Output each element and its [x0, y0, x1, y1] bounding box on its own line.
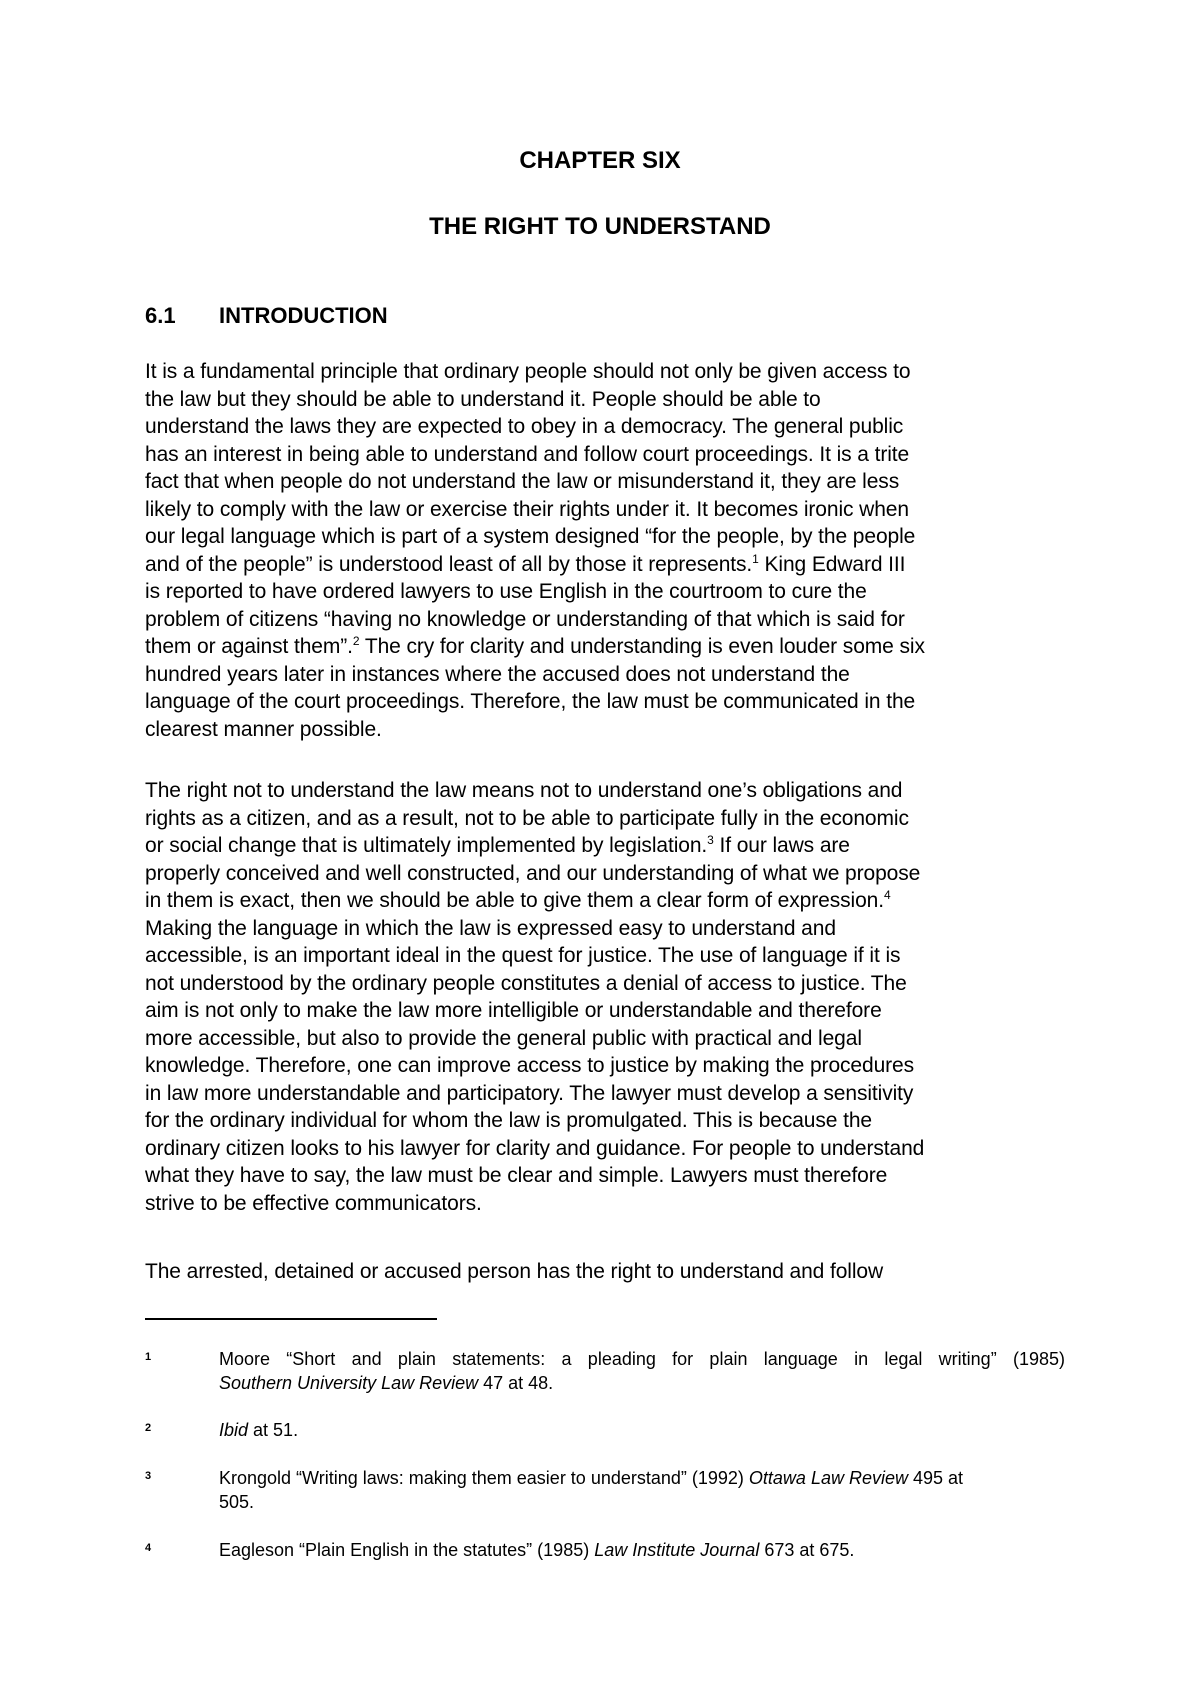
text-line: our legal language which is part of a system designed “for the people, by the people	[145, 525, 916, 548]
text-line: problem of citizens “having no knowledge or understanding of that which is said for	[145, 607, 905, 631]
text-line: more accessible, but also to provide the general public with practical and legal	[145, 1026, 862, 1050]
footnote-line	[219, 1538, 1065, 1562]
section-number: 6.1	[145, 303, 176, 328]
footnote-1	[145, 1347, 1065, 1395]
text-line	[145, 887, 1065, 915]
footnote-cite: 495 at	[908, 1468, 964, 1488]
paragraph-right-not-to-understand	[145, 777, 1065, 1217]
text-line: what they have to say, the law must be clear and simple. Lawyers must therefore	[145, 1164, 888, 1187]
text-line: ordinary citizen looks to his lawyer for clarity and guidance. For people to understand	[145, 1136, 925, 1160]
text-line: knowledge. Therefore, one can improve access to justice by making the procedures	[145, 1054, 915, 1077]
text-line: rights as a citizen, and as a result, not to be able to participate fully in the economic	[145, 806, 909, 830]
footnote-2	[145, 1418, 1065, 1442]
chapter-title: CHAPTER SIX	[519, 147, 681, 174]
chapter-subtitle: THE RIGHT TO UNDERSTAND	[429, 213, 771, 240]
text-line: accessible, is an important ideal in the quest for justice. The use of language if it is	[145, 944, 901, 967]
footnote-number: 3	[145, 1470, 152, 1482]
section-heading	[145, 302, 388, 330]
text-segment: The cry for clarity and understanding is even louder some six	[359, 635, 925, 658]
text-segment: King Edward III	[758, 552, 906, 576]
text-line: hundred years later in instances where the accused does not understand the	[145, 662, 850, 686]
footnote-ref-2[interactable]: 2	[352, 634, 360, 648]
text-line: Making the language in which the law is expressed easy to understand and	[145, 916, 836, 940]
footnote-cite: 673 at 675.	[759, 1540, 855, 1560]
footnote-line: Moore “Short and plain statements: a pleading for plain language in legal writing” (1985)	[219, 1349, 1065, 1369]
footnote-journal: Southern University Law Review	[219, 1373, 479, 1393]
footnote-ibid: Ibid	[219, 1420, 249, 1440]
footnote-ref-4[interactable]: 4	[883, 888, 891, 902]
text-line: strive to be effective communicators.	[145, 1191, 482, 1215]
footnote-author: Krongold “Writing laws: making them easier to understand” (1992)	[219, 1468, 749, 1488]
footnote-3	[145, 1466, 1065, 1514]
text-segment: and of the people” is understood least of all by those it represents.	[145, 552, 753, 576]
text-segment: in them is exact, then we should be able to give them a clear form of expression.	[145, 889, 884, 912]
footnote-text	[219, 1347, 1065, 1395]
text-line: for the ordinary individual for whom the law is promulgated. This is because the	[145, 1109, 872, 1132]
text-segment: or social change that is ultimately implemented by legislation.	[145, 834, 708, 857]
footnote-text	[219, 1538, 1065, 1562]
footnote-line	[219, 1418, 1065, 1442]
footnote-line	[219, 1371, 1065, 1395]
footnote-line: 505.	[219, 1492, 255, 1512]
footnote-4	[145, 1538, 1065, 1562]
text-line	[145, 832, 1065, 860]
footnote-text	[219, 1466, 1065, 1514]
footnote-cite: at 51.	[248, 1420, 299, 1440]
footnote-cite: 47 at 48.	[478, 1373, 554, 1393]
footnote-ref-3[interactable]: 3	[707, 833, 714, 847]
text-line: in law more understandable and participatory. The lawyer must develop a sensitivity	[145, 1081, 914, 1105]
text-line: aim is not only to make the law more intelligible or understandable and therefore	[145, 999, 882, 1022]
text-line: language of the court proceedings. Therefore, the law must be communicated in the	[145, 690, 916, 713]
footnote-journal: Law Institute Journal	[594, 1540, 760, 1560]
text-line: likely to comply with the law or exercise their rights under it. It becomes ironic when	[145, 497, 909, 521]
text-line: clearest manner possible.	[145, 717, 382, 741]
text-line: has an interest in being able to understand and follow court proceedings. It is a trite	[145, 442, 910, 466]
section-title: INTRODUCTION	[219, 303, 388, 328]
text-line	[145, 633, 1065, 661]
text-line: the law but they should be able to understand it. People should be able to	[145, 387, 821, 411]
footnote-separator	[145, 1318, 437, 1320]
text-line	[145, 551, 1065, 579]
footnote-text	[219, 1418, 1065, 1442]
footnote-ref-1[interactable]: 1	[752, 551, 759, 566]
footnote-number: 1	[145, 1351, 152, 1363]
text-line: fact that when people do not understand the law or misunderstand it, they are less	[145, 470, 900, 493]
text-line: not understood by the ordinary people constitutes a denial of access to justice. The	[145, 971, 907, 995]
footnote-journal: Ottawa Law Review	[748, 1468, 908, 1488]
text-line: understand the laws they are expected to obey in a democracy. The general public	[145, 415, 904, 438]
text-line: is reported to have ordered lawyers to use English in the courtroom to cure the	[145, 580, 867, 603]
text-line: properly conceived and well constructed, and our understanding of what we propose	[145, 861, 921, 885]
footnote-author: Eagleson “Plain English in the statutes” (1985)	[219, 1540, 595, 1560]
text-line: The arrested, detained or accused person has the right to understand and follow	[145, 1260, 884, 1283]
footnote-line	[219, 1466, 1065, 1490]
text-line: The right not to understand the law means not to understand one’s obligations and	[145, 779, 903, 802]
text-segment: If our laws are	[713, 834, 850, 857]
paragraph-arrested-person	[145, 1258, 1065, 1286]
text-segment: them or against them”.	[145, 635, 353, 658]
paragraph-intro	[145, 358, 1065, 743]
text-line: It is a fundamental principle that ordinary people should not only be given access to	[145, 360, 911, 383]
footnote-number: 4	[145, 1542, 152, 1554]
footnote-number: 2	[145, 1422, 152, 1434]
